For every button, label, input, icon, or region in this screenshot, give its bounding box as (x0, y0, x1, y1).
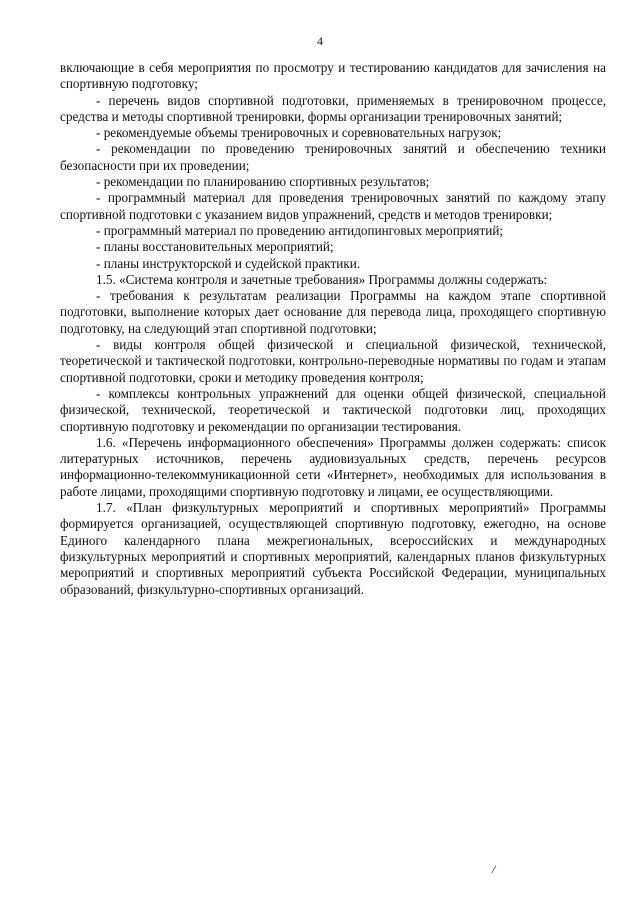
document-body (60, 60, 606, 598)
list-item-safety-recommendations: - рекомендации по проведению тренировочных занятий и обеспечению техники безопасности при их проведении; (60, 141, 606, 173)
list-item-result-requirements: - требования к результатам реализации Программы на каждом этапе спортивной подготовки, выполнение которых дает основание для перевода лица, проходящего спортивную подготовку, на следующий этап спортивной подготовки; (60, 288, 606, 336)
list-item-program-material: - программный материал для проведения тренировочных занятий по каждому этапу спортивной подготовки с указанием видов упражнений, средств и методов тренировки; (60, 190, 606, 222)
paragraph-continuation: включающие в себя мероприятия по просмотру и тестированию кандидатов для зачисления на спортивную подготовку; (60, 60, 606, 92)
list-item-sport-types: - перечень видов спортивной подготовки, применяемых в тренировочном процессе, средства и методы спортивной тренировки, формы организации тренировочных занятий; (60, 92, 606, 124)
section-1-7-paragraph: 1.7. «План физкультурных мероприятий и спортивных мероприятий» Программы формируется организацией, осуществляющей спортивную подготовку, ежегодно, на основе Единого календарного плана межрегиональных, всероссийских и международных физкультурных мероприятий и спортивных мероприятий, календарных планов физкультурных мероприятий и спортивных мероприятий субъекта Российской Федерации, муниципальных образований, физкультурно-спортивных организаций. (60, 500, 606, 597)
section-1-5-heading: 1.5. «Система контроля и зачетные требования» Программы должны содержать: (96, 271, 548, 287)
handwritten-mark: / (492, 862, 496, 876)
list-item-load-volumes: - рекомендуемые объемы тренировочных и соревновательных нагрузок; (96, 125, 502, 141)
page-number: 4 (317, 34, 323, 48)
list-item-control-exercises: - комплексы контрольных упражнений для оценки общей физической, специальной физической, технической, теоретической и тактической подготовки лиц, проходящих спортивную подготовку и рекомендации по организации тестирования. (60, 385, 606, 434)
list-item-instructor-practice: - планы инструкторской и судейской практики. (96, 255, 361, 271)
list-item-recovery-plans: - планы восстановительных мероприятий; (96, 239, 334, 255)
list-item-results-planning: - рекомендации по планированию спортивных результатов; (96, 174, 430, 190)
list-item-control-types: - виды контроля общей физической и специальной физической, технической, теоретической и тактической подготовки, контрольно-переводные нормативы по годам и этапам спортивной подготовки, сроки и методику проведения контроля; (60, 337, 606, 385)
list-item-antidoping: - программный материал по проведению антидопинговых мероприятий; (96, 222, 504, 238)
section-1-6-paragraph: 1.6. «Перечень информационного обеспечения» Программы должен содержать: список литературных источников, перечень аудиовизуальных средств, перечень ресурсов информационно-телекоммуникационной сети «Интернет», необходимых для использования в работе лицами, проходящими спортивную подготовку и лицами, ее осуществляющими. (60, 434, 606, 499)
